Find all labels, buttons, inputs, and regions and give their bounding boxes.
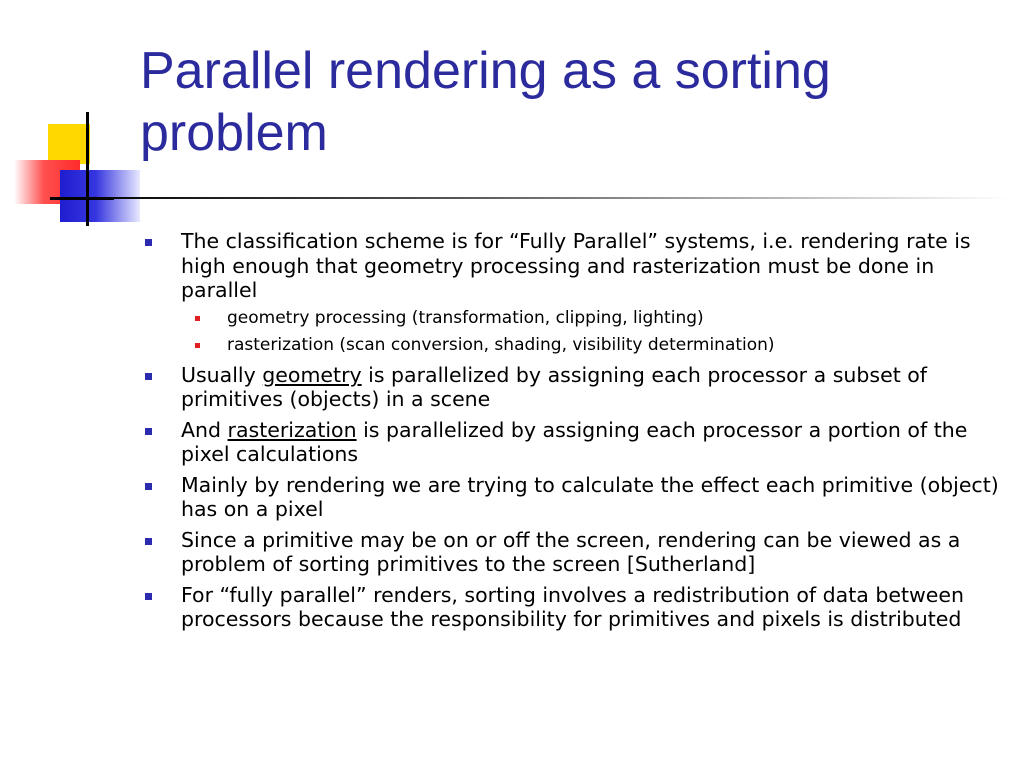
red-square-bullet-icon [195,343,200,348]
logo-vertical-line [86,112,89,226]
sub-bullet-item [181,306,1003,330]
bullet-text: Mainly by rendering we are trying to calculate the effect each primitive (object) has on a pixel [181,472,999,521]
bullet-text-prefix: And [181,417,228,442]
bullet-item [143,473,1003,522]
red-square-bullet-icon [195,316,200,321]
bullet-item [143,229,1003,357]
bullet-item [143,528,1003,577]
sub-bullet-item [181,333,1003,357]
sub-bullet-text: geometry processing (transformation, clipping, lighting) [227,307,704,328]
square-bullet-icon [145,373,152,380]
underlined-term: geometry [262,362,362,387]
bullet-item [143,363,1003,412]
bullet-item [143,583,1003,632]
underlined-term: rasterization [227,417,357,442]
bullet-text-prefix: Usually [181,362,263,387]
bullet-list [143,229,1003,638]
bullet-text: For “fully parallel” renders, sorting involves a redistribution of data between processors because the responsibility for primitives and pixels is distributed [181,582,964,631]
logo-yellow-square [48,124,90,164]
square-bullet-icon [145,538,152,545]
bullet-text-suffix: is parallelized by assigning each processor a portion of the pixel calculations [181,417,968,466]
bullet-text: Since a primitive may be on or off the screen, rendering can be viewed as a problem of sorting primitives to the screen [Sutherland] [181,527,961,576]
sub-bullet-text: rasterization (scan conversion, shading, visibility determination) [227,334,775,355]
sub-bullet-list [181,306,1003,357]
square-bullet-icon [145,593,152,600]
bullet-text: The classification scheme is for “Fully Parallel” systems, i.e. rendering rate is high enough that geometry processing and rasterization must be done in parallel [181,229,971,302]
square-bullet-icon [145,428,152,435]
bullet-text-suffix: is parallelized by assigning each processor a subset of primitives (objects) in a scene [181,362,928,411]
square-bullet-icon [145,239,152,246]
bullet-item [143,418,1003,467]
square-bullet-icon [145,483,152,490]
title-underline-rule [80,197,1010,199]
slide-title: Parallel rendering as a sorting problem [140,42,831,162]
logo-blue-square [60,170,140,222]
